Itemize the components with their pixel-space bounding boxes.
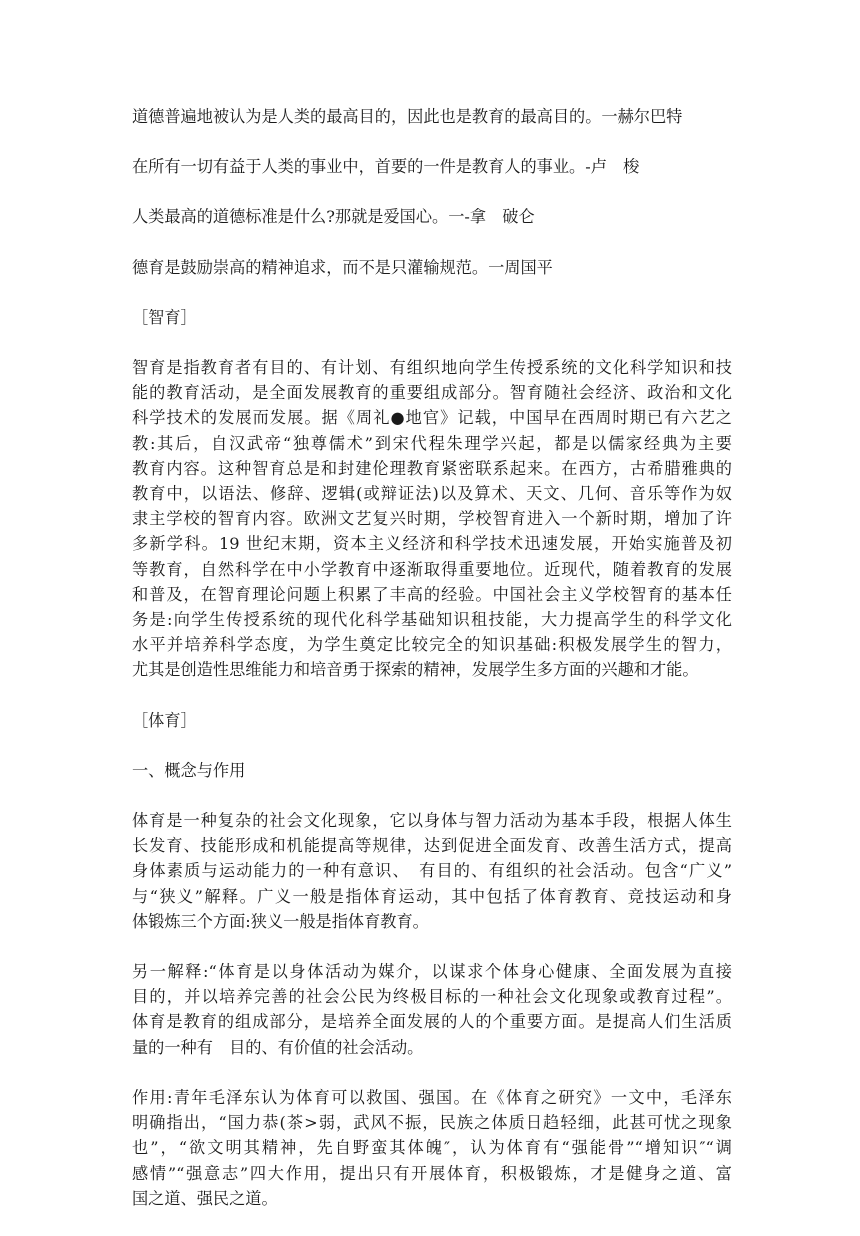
paragraph-line: 目的，并以培养完善的社会公民为终极目标的一种社会文化现象或教育过程”。 [132, 987, 732, 1007]
zhiyu-paragraph [132, 355, 732, 683]
paragraph-line: 另一解释:“体育是以身体活动为媒介，以谋求个体身心健康、全面发展为直接 [132, 962, 732, 982]
paragraph-line: 也”，“欲文明其精神，先自野蛮其体魄″，认为体育有“强能骨”“增知识″“调 [132, 1138, 732, 1158]
paragraph-line: 长发育、技能形成和机能提高等规律，达到促进全面发育、改善生活方式，提高 [132, 836, 732, 856]
section-heading-zhiyu: ［智育］ [132, 307, 197, 327]
paragraph-line: 量的一种有 目的、有价值的社会活动。 [132, 1037, 424, 1057]
paragraph-line: 科学技术的发展而发展。据《周礼●地官》记载，中国早在西周时期已有六艺之 [132, 408, 732, 428]
quote-rousseau: 在所有一切有益于人类的事业中，首要的一件是教育人的事业。-卢 梭 [132, 157, 640, 177]
quote-napoleon: 人类最高的道德标准是什么?那就是爱国心。一-拿 破仑 [132, 207, 535, 227]
paragraph-line: 体育是一种复杂的社会文化现象，它以身体与智力活动为基本手段，根据人体生 [132, 811, 732, 831]
paragraph-line: 教育内容。这种智育总是和封建伦理教育紧密联系起来。在西方，古希腊雅典的 [132, 458, 732, 478]
tiyu-paragraph-alternative [132, 959, 732, 1060]
paragraph-line: 务是:向学生传授系统的现代化科学基础知识租技能，大力提高学生的科学文化 [132, 610, 732, 630]
tiyu-paragraph-definition [132, 808, 732, 934]
paragraph-line: 能的教育活动，是全面发展教育的重要组成部分。智育随社会经济、政治和文化 [132, 383, 732, 403]
paragraph-line: 多新学科。19 世纪末期，资本主义经济和科学技术迅速发展，开始实施普及初 [132, 534, 732, 554]
tiyu-paragraph-function [132, 1085, 732, 1211]
quote-herbart: 道德普遍地被认为是人类的最高目的，因此也是教育的最高目的。一赫尔巴特 [132, 107, 683, 126]
paragraph-line: 水平并培养科学态度，为学生奠定比较完全的知识基础:积极发展学生的智力， [132, 635, 732, 655]
section-heading-tiyu: ［体育］ [132, 710, 197, 730]
paragraph-line: 国之道、强民之道。 [132, 1188, 278, 1208]
paragraph-line: 等教育，自然科学在中小学教育中逐渐取得重要地位。近现代，随着教育的发展 [132, 559, 732, 579]
paragraph-line: 体锻炼三个方面:狭义一般是指体育教育。 [132, 911, 429, 931]
paragraph-line: 感情”“强意志”四大作用，提出只有开展体育，积极锻炼，才是健身之道、富 [132, 1163, 732, 1183]
paragraph-line: 体育是教育的组成部分，是培养全面发展的人的个重要方面。是提高人们生活质 [132, 1012, 732, 1032]
subheading-concept: 一、概念与作用 [132, 760, 246, 780]
document-page [132, 104, 732, 1236]
paragraph-line: 明确指出，“国力恭(茶>弱，武风不振，民族之体质日趋轻细，此甚可忧之现象 [132, 1113, 732, 1133]
paragraph-line: 教:其后，自汉武帝“独尊儒术”到宋代程朱理学兴起，都是以儒家经典为主要 [132, 433, 732, 453]
paragraph-line: 隶主学校的智育内容。欧洲文艺复兴时期，学校智育进入一个新时期，增加了许 [132, 509, 732, 529]
paragraph-line: 智育是指教育者有目的、有计划、有组织地向学生传授系统的文化科学知识和技 [132, 358, 732, 378]
quote-zhou-guoping: 德育是鼓励崇高的精神追求，而不是只灌输规范。一周国平 [132, 257, 553, 277]
paragraph-line: 身体素质与运动能力的一种有意识、 有目的、有组织的社会活动。包含“广义” [132, 861, 732, 881]
paragraph-line: 与“狭义”解释。广义一般是指体育运动，其中包括了体育教育、竞技运动和身 [132, 886, 732, 906]
paragraph-line: 尤其是创造性思维能力和培音勇于探索的精神，发展学生多方面的兴趣和才能。 [132, 660, 699, 680]
paragraph-line: 和普及，在智育理论问题上积累了丰高的经验。中国社会主义学校智育的基本任 [132, 584, 732, 604]
paragraph-line: 作用:青年毛泽东认为体育可以救国、强国。在《体育之研究》一文中，毛泽东 [132, 1087, 732, 1107]
paragraph-line: 教育中，以语法、修辞、逻辑(或辩证法)以及算术、天文、几何、音乐等作为奴 [132, 484, 732, 504]
